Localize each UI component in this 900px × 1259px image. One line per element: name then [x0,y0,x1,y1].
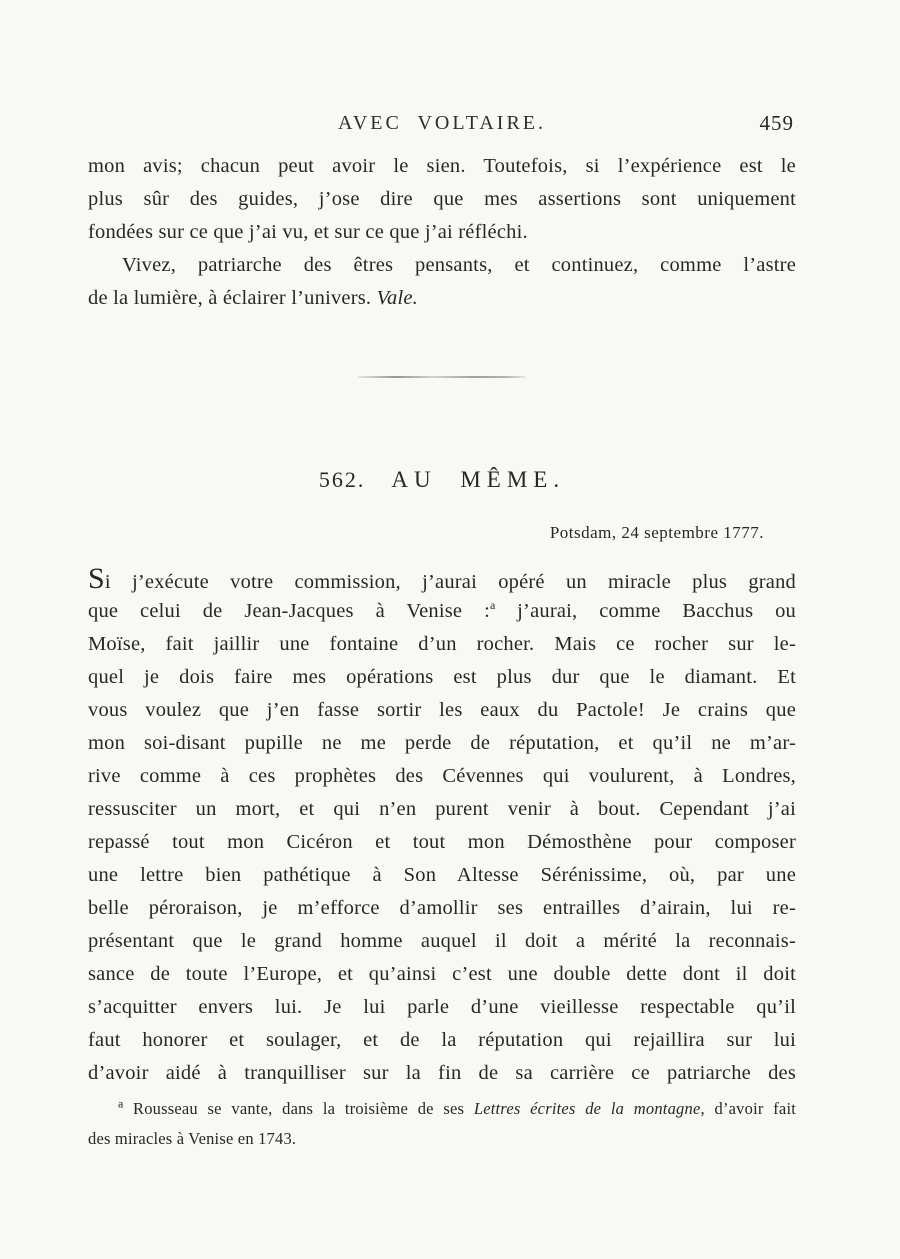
letter-heading [88,460,796,500]
footnote-marker: a [118,1096,124,1111]
letter-body [88,562,796,1090]
text-line [88,562,796,595]
running-header [88,108,796,138]
text-line: belle péroraison, je m’efforce d’amollir ses entrailles d’airain, lui re- [88,897,796,919]
text-segment: i j’exécute votre commission, j’aurai opéré un miracle plus grand [104,571,796,593]
text-segment: j’aurai, comme Bacchus ou [495,600,796,622]
text-line: mon soi-disant pupille ne me perde de réputation, et qu’il ne m’ar- [88,732,796,754]
text-line: d’avoir aidé à tranquilliser sur la fin de sa carrière ce patriarche des [88,1062,796,1084]
footnote-line [88,1094,796,1124]
text-line: fondées sur ce que j’ai vu, et sur ce que j’ai réfléchi. [88,221,528,243]
letter-number: 562. [318,467,366,492]
footnote-line: des miracles à Venise en 1743. [88,1129,297,1148]
text-line: une lettre bien pathétique à Son Altesse Sérénissime, où, par une [88,864,796,886]
text-line: vous voulez que j’en fasse sortir les eaux du Pactole! Je crains que [88,699,796,721]
text-segment: , d’avoir fait [700,1099,796,1118]
text-line [88,282,796,315]
footnote-reference: a [489,598,496,613]
drop-initial: S [88,562,105,595]
page-number: 459 [759,111,794,135]
dateline: Potsdam, 24 septembre 1777. [549,523,764,542]
italic-term: Vale. [376,287,418,309]
italic-term: Lettres écrites de la montagne [473,1099,701,1118]
text-segment: que celui de Jean-Jacques à Venise : [88,600,490,622]
text-line: repassé tout mon Cicéron et tout mon Démosthène pour composer [88,831,796,853]
text-line: faut honorer et soulager, et de la réputation qui rejaillira sur lui [88,1029,796,1051]
text-line: rive comme à ces prophètes des Cévennes qui voulurent, à Londres, [88,765,796,787]
continuation-paragraphs [88,150,796,315]
text-line: s’acquitter envers lui. Je lui parle d’une vieillesse respectable qu’il [88,996,796,1018]
text-line: mon avis; chacun peut avoir le sien. Toutefois, si l’expérience est le [88,155,796,177]
text-line: présentant que le grand homme auquel il doit a mérité la reconnais- [88,930,796,952]
header-title: AVEC VOLTAIRE. [337,112,547,134]
text-line: quel je dois faire mes opérations est plus dur que le diamant. Et [88,666,796,688]
text-line: sance de toute l’Europe, et qu’ainsi c’est une double dette dont il doit [88,963,796,985]
section-divider [358,376,526,378]
footnote [88,1094,796,1154]
text-segment: de la lumière, à éclairer l’univers. [88,287,377,309]
text-segment: Rousseau se vante, dans la troisième de ses [123,1099,474,1118]
text-line: ressusciter un mort, et qui n’en purent venir à bout. Cependant j’ai [88,798,796,820]
text-line: Moïse, fait jaillir une fontaine d’un rocher. Mais ce rocher sur le- [88,633,796,655]
letter-title: AU MÊME. [391,467,566,492]
text-line [88,595,796,628]
text-line: Vivez, patriarche des êtres pensants, et continuez, comme l’astre [122,254,796,276]
text-line: plus sûr des guides, j’ose dire que mes assertions sont uniquement [88,188,796,210]
